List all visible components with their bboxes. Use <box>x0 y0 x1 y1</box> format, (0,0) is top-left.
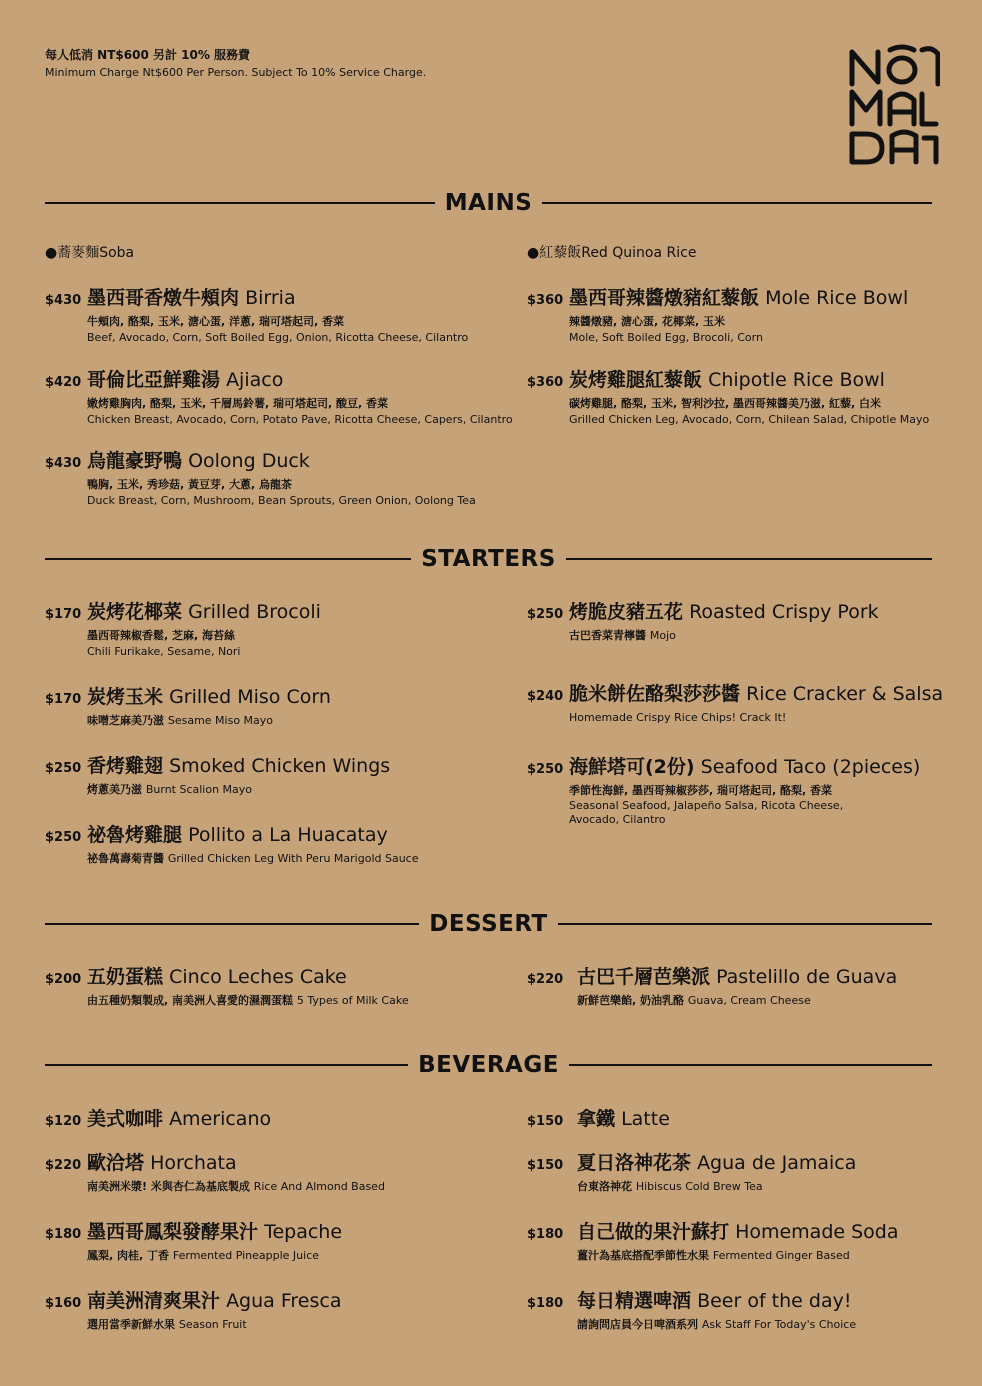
item-price: $120 <box>45 1114 82 1129</box>
item-desc-zh: 烤蔥美乃滋 <box>87 783 142 796</box>
item-price: $180 <box>527 1227 564 1242</box>
item-desc-zh: 新鮮芭樂餡, 奶油乳酪 <box>577 994 685 1007</box>
item-price: $160 <box>45 1296 82 1311</box>
menu-item <box>45 751 390 798</box>
item-desc-en: Grilled Chicken Leg With Peru Marigold Sauce <box>167 852 419 865</box>
item-desc-zh: 由五種奶類製成, 南美洲人喜愛的濕潤蛋糕 <box>87 994 294 1007</box>
beverage-heading <box>45 1050 932 1080</box>
item-desc-zh: 季節性海鮮, 墨西哥辣椒莎莎, 瑞可塔起司, 酪梨, 香菜 <box>569 784 833 797</box>
item-name-en: Agua de Jamaica <box>697 1152 857 1174</box>
divider-line <box>566 558 932 560</box>
item-desc-en: Beef, Avocado, Corn, Soft Boiled Egg, Onion, Ricotta Cheese, Cilantro <box>87 331 469 344</box>
nomada-logo <box>844 42 940 166</box>
item-price: $150 <box>527 1114 564 1129</box>
item-desc-en: Chicken Breast, Avocado, Corn, Potato Pave, Ricotta Cheese, Capers, Cilantro <box>87 413 513 426</box>
item-name-zh: 拿鐵 <box>577 1108 616 1130</box>
item-desc-zh: 祕魯萬壽菊青醬 <box>87 852 164 865</box>
item-name-zh: 炭烤雞腿紅藜飯 <box>569 369 703 391</box>
item-price: $430 <box>45 293 82 308</box>
item-desc-zh: 南美洲米漿! 米與杏仁為基底製成 <box>87 1180 250 1193</box>
item-name-en: Roasted Crispy Pork <box>689 601 879 623</box>
item-desc-en: Homemade Crispy Rice Chips! Crack It! <box>569 711 787 724</box>
item-desc-en: Mole, Soft Boiled Egg, Brocoli, Corn <box>569 331 763 344</box>
item-name-zh: 五奶蛋糕 <box>87 966 164 988</box>
item-name-zh: 墨西哥香燉牛頰肉 <box>87 287 240 309</box>
item-desc-zh: 味噌芝麻美乃滋 <box>87 714 164 727</box>
item-name-en: Pastelillo de Guava <box>716 966 898 988</box>
item-desc-zh: 鳳梨, 肉桂, 丁香 <box>87 1249 170 1262</box>
item-name-zh: 夏日洛神花茶 <box>577 1152 692 1174</box>
min-charge-note <box>45 46 426 79</box>
item-name-en: Grilled Brocoli <box>188 601 321 623</box>
menu-item <box>527 1104 670 1131</box>
item-desc-zh: 鴨胸, 玉米, 秀珍菇, 黃豆芽, 大蔥, 烏龍茶 <box>87 478 293 491</box>
divider-line <box>45 923 419 925</box>
menu-item <box>527 752 920 827</box>
item-desc-zh: 台東洛神花 <box>577 1180 632 1193</box>
min-charge-zh: 每人低消 NT$600 另計 10% 服務費 <box>45 48 251 62</box>
item-name-zh: 海鮮塔可(2份) <box>569 756 695 778</box>
item-price: $170 <box>45 692 82 707</box>
item-name-en: Tepache <box>264 1221 343 1243</box>
menu-item <box>527 962 897 1009</box>
item-desc-en: Sesame Miso Mayo <box>167 714 274 727</box>
item-name-en: Latte <box>621 1108 670 1130</box>
menu-item <box>45 1286 341 1333</box>
quinoa-subheading: ●紅藜飯Red Quinoa Rice <box>527 245 697 261</box>
item-name-zh: 南美洲清爽果汁 <box>87 1290 221 1312</box>
item-desc-en: Burnt Scalion Mayo <box>145 783 253 796</box>
menu-item <box>45 597 321 660</box>
dessert-heading <box>45 909 932 939</box>
divider-line <box>542 202 932 204</box>
menu-item <box>527 597 879 644</box>
item-name-en: Chipotle Rice Bowl <box>708 369 885 391</box>
item-price: $220 <box>527 972 564 987</box>
item-desc-en: Ask Staff For Today's Choice <box>701 1318 857 1331</box>
item-name-en: Seafood Taco (2pieces) <box>700 756 921 778</box>
menu-item <box>527 1148 856 1195</box>
item-desc-zh: 選用當季新鮮水果 <box>87 1318 175 1331</box>
item-price: $200 <box>45 972 82 987</box>
item-name-zh: 炭烤花椰菜 <box>87 601 183 623</box>
item-name-zh: 自己做的果汁蘇打 <box>577 1221 730 1243</box>
item-name-zh: 歐洽塔 <box>87 1152 145 1174</box>
item-name-en: Rice Cracker & Salsa <box>746 683 944 705</box>
item-price: $240 <box>527 689 564 704</box>
menu-item <box>527 365 929 428</box>
item-price: $150 <box>527 1158 564 1173</box>
item-name-zh: 祕魯烤雞腿 <box>87 824 183 846</box>
item-price: $420 <box>45 375 82 390</box>
item-price: $250 <box>527 762 564 777</box>
menu-item <box>45 1104 271 1131</box>
menu-item <box>527 1286 856 1333</box>
item-desc-en: Guava, Cream Cheese <box>687 994 811 1007</box>
item-name-zh: 美式咖啡 <box>87 1108 164 1130</box>
item-name-zh: 烏龍豪野鴨 <box>87 450 183 472</box>
item-desc-en: Mojo <box>649 629 676 642</box>
item-price: $220 <box>45 1158 82 1173</box>
item-desc-en: Fermented Ginger Based <box>712 1249 850 1262</box>
item-price: $360 <box>527 293 564 308</box>
item-desc-en: 5 Types of Milk Cake <box>296 994 409 1007</box>
item-name-en: Beer of the day! <box>697 1290 852 1312</box>
item-desc-zh: 古巴香菜青檸醬 <box>569 629 646 642</box>
item-name-en: Birria <box>245 287 296 309</box>
item-name-zh: 古巴千層芭樂派 <box>577 966 711 988</box>
item-name-en: Cinco Leches Cake <box>169 966 347 988</box>
item-name-en: Americano <box>169 1108 272 1130</box>
item-desc-en: Chili Furikake, Sesame, Nori <box>87 645 241 658</box>
dessert-title: DESSERT <box>429 911 548 937</box>
menu-item <box>527 679 943 726</box>
menu-item <box>45 446 476 509</box>
divider-line <box>569 1064 932 1066</box>
item-desc-en: Duck Breast, Corn, Mushroom, Bean Sprouts, Green Onion, Oolong Tea <box>87 494 476 507</box>
menu-item <box>527 1217 899 1264</box>
item-price: $250 <box>527 607 564 622</box>
menu-item <box>45 1217 342 1264</box>
item-name-zh: 脆米餅佐酪梨莎莎醬 <box>569 683 741 705</box>
menu-item <box>45 1148 385 1195</box>
item-name-en: Agua Fresca <box>226 1290 342 1312</box>
item-name-en: Mole Rice Bowl <box>765 287 909 309</box>
mains-title: MAINS <box>444 190 533 216</box>
item-desc-en: Hibiscus Cold Brew Tea <box>635 1180 763 1193</box>
item-name-en: Pollito a La Huacatay <box>188 824 388 846</box>
item-desc-en: Rice And Almond Based <box>253 1180 385 1193</box>
item-desc-zh: 碳烤雞腿, 酪梨, 玉米, 智利沙拉, 墨西哥辣醬美乃滋, 紅藜, 白米 <box>569 397 882 410</box>
item-name-zh: 哥倫比亞鮮雞湯 <box>87 369 221 391</box>
item-price: $360 <box>527 375 564 390</box>
menu-item <box>45 820 419 867</box>
item-desc-zh: 請詢問店員今日啤酒系列 <box>577 1318 698 1331</box>
item-desc-zh: 薑汁為基底搭配季節性水果 <box>577 1249 709 1262</box>
item-price: $180 <box>527 1296 564 1311</box>
item-name-en: Grilled Miso Corn <box>169 686 331 708</box>
item-desc-en: Grilled Chicken Leg, Avocado, Corn, Chilean Salad, Chipotle Mayo <box>569 413 930 426</box>
item-desc-en: Season Fruit <box>178 1318 247 1331</box>
item-name-zh: 每日精選啤酒 <box>577 1290 692 1312</box>
item-name-en: Oolong Duck <box>188 450 310 472</box>
item-desc-zh: 牛頰肉, 酪梨, 玉米, 溏心蛋, 洋蔥, 瑞可塔起司, 香菜 <box>87 315 345 328</box>
item-desc-zh: 嫩烤雞胸肉, 酪梨, 玉米, 千層馬鈴薯, 瑞可塔起司, 酸豆, 香菜 <box>87 397 389 410</box>
item-desc-en-2: Avocado, Cilantro <box>569 813 666 826</box>
item-name-zh: 墨西哥辣醬燉豬紅藜飯 <box>569 287 760 309</box>
divider-line <box>45 558 411 560</box>
starters-title: STARTERS <box>421 546 556 572</box>
item-name-en: Homemade Soda <box>735 1221 899 1243</box>
mains-heading <box>45 188 932 218</box>
item-desc-en: Seasonal Seafood, Jalapeño Salsa, Ricota Cheese, <box>569 799 844 812</box>
menu-item <box>45 365 513 428</box>
starters-heading <box>45 544 932 574</box>
item-name-en: Smoked Chicken Wings <box>169 755 391 777</box>
item-name-en: Ajiaco <box>226 369 284 391</box>
item-price: $430 <box>45 456 82 471</box>
item-price: $170 <box>45 607 82 622</box>
item-price: $250 <box>45 830 82 845</box>
item-desc-en: Fermented Pineapple Juice <box>172 1249 320 1262</box>
menu-item <box>45 283 468 346</box>
menu-item <box>527 283 908 346</box>
item-desc-zh: 辣醬燉豬, 溏心蛋, 花椰菜, 玉米 <box>569 315 726 328</box>
item-price: $250 <box>45 761 82 776</box>
divider-line <box>45 1064 408 1066</box>
divider-line <box>45 202 435 204</box>
soba-subheading: ●蕎麥麵Soba <box>45 245 135 261</box>
item-price: $180 <box>45 1227 82 1242</box>
item-name-en: Horchata <box>150 1152 237 1174</box>
beverage-title: BEVERAGE <box>418 1052 559 1078</box>
menu-item <box>45 962 409 1009</box>
min-charge-en: Minimum Charge Nt$600 Per Person. Subject To 10% Service Charge. <box>45 66 427 79</box>
item-desc-zh: 墨西哥辣椒香鬆, 芝麻, 海苔絲 <box>87 629 236 642</box>
menu-item <box>45 682 331 729</box>
item-name-zh: 烤脆皮豬五花 <box>569 601 684 623</box>
divider-line <box>558 923 932 925</box>
item-name-zh: 墨西哥鳳梨發酵果汁 <box>87 1221 259 1243</box>
item-name-zh: 炭烤玉米 <box>87 686 164 708</box>
item-name-zh: 香烤雞翅 <box>87 755 164 777</box>
